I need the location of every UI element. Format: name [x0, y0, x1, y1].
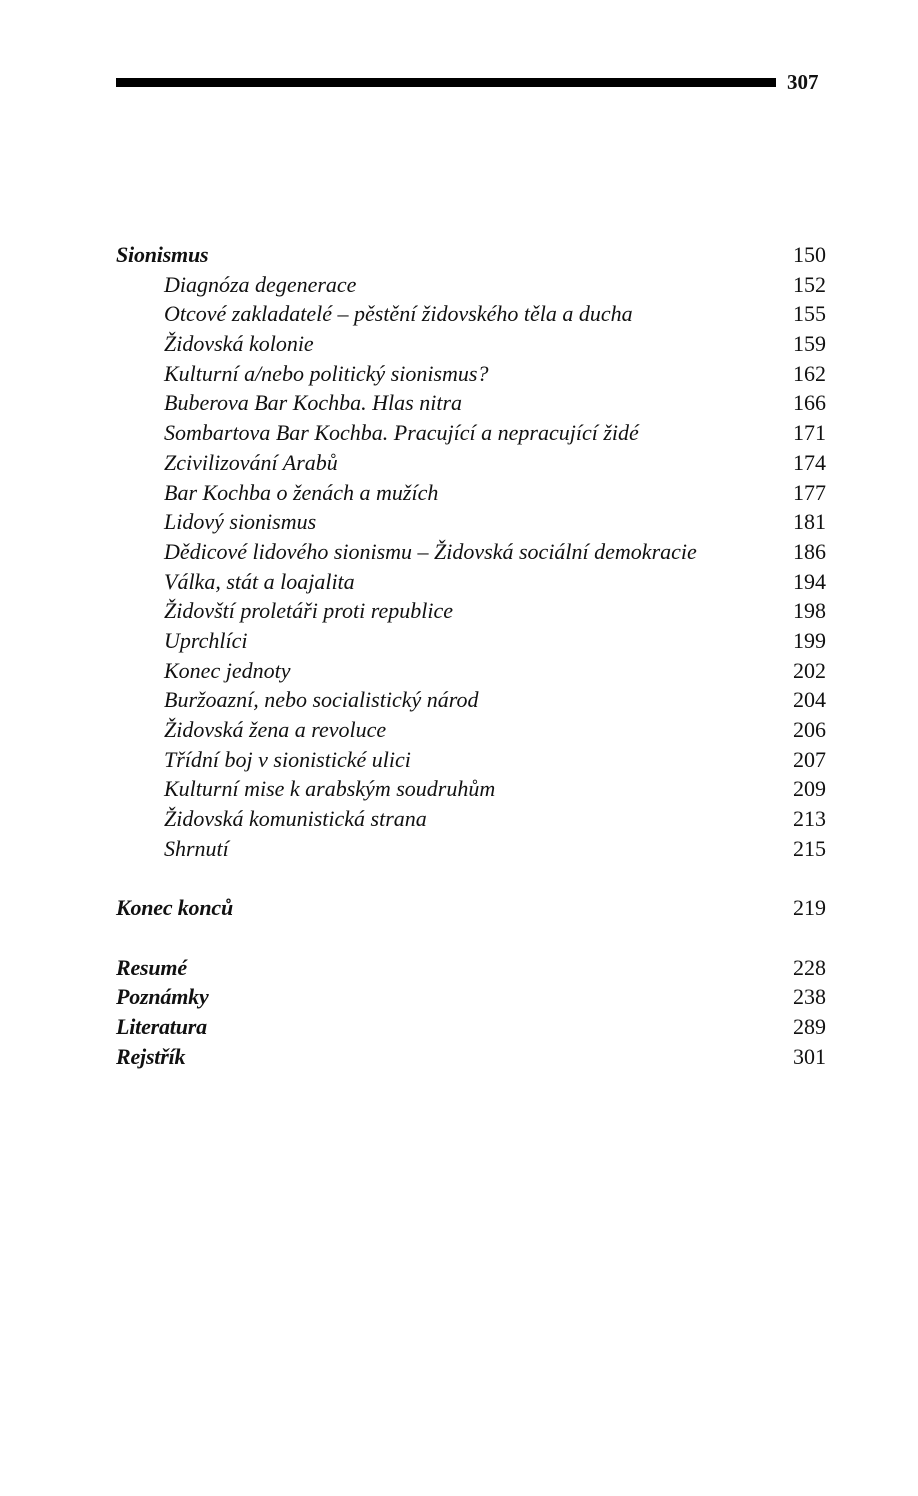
- toc-subentry[interactable]: [116, 448, 826, 478]
- toc-subentry[interactable]: [116, 388, 826, 418]
- toc-entry-title: Konec konců: [116, 895, 233, 921]
- toc-subentry[interactable]: [116, 359, 826, 389]
- section-gap: [116, 923, 826, 953]
- toc-subentry[interactable]: [116, 299, 826, 329]
- toc-subentry-title: Třídní boj v sionistické ulici: [164, 746, 411, 772]
- toc-subentry-title: Bar Kochba o ženách a mužích: [164, 479, 439, 505]
- toc-subentry[interactable]: [116, 715, 826, 745]
- toc-subentry-title: Válka, stát a loajalita: [164, 568, 355, 594]
- toc-subentry[interactable]: [116, 834, 826, 864]
- toc-entry-title: Resumé: [116, 954, 187, 980]
- toc-subentry-title: Lidový sionismus: [164, 509, 317, 535]
- toc-subentry-page: 213: [793, 806, 826, 832]
- toc-subentry[interactable]: [116, 567, 826, 597]
- toc-subentry-title: Buberova Bar Kochba. Hlas nitra: [164, 390, 462, 416]
- toc-subentry-title: Kulturní mise k arabským soudruhům: [164, 776, 496, 802]
- toc-subentry[interactable]: [116, 418, 826, 448]
- toc-subentry-page: 174: [793, 449, 826, 475]
- toc-entry-page: 150: [793, 242, 826, 267]
- toc-entry-resume[interactable]: [116, 953, 826, 983]
- section-gap: [116, 863, 826, 893]
- toc-subentry-page: 171: [793, 420, 826, 446]
- toc-entry-rejstrik[interactable]: [116, 1042, 826, 1072]
- page-number: 307: [787, 70, 819, 94]
- toc-entry-title: Rejstřík: [116, 1043, 186, 1069]
- toc-subentry-title: Uprchlíci: [164, 627, 248, 653]
- toc-subentry-title: Židovská komunistická strana: [164, 806, 427, 832]
- toc-subentry-title: Kulturní a/nebo politický sionismus?: [164, 360, 489, 386]
- toc-subentry-page: 181: [793, 509, 826, 535]
- toc-subentry-title: Konec jednoty: [164, 657, 291, 683]
- toc-entry-literatura[interactable]: [116, 1012, 826, 1042]
- toc-subentry-page: 166: [793, 390, 826, 416]
- toc-subentry-page: 159: [793, 331, 826, 357]
- toc-subentry[interactable]: [116, 685, 826, 715]
- toc-subentry-page: 194: [793, 568, 826, 594]
- toc-subentry-page: 209: [793, 776, 826, 802]
- toc-subentry-page: 215: [793, 835, 826, 861]
- toc-subentry-title: Sombartova Bar Kochba. Pracující a nepracující židé: [164, 420, 639, 446]
- toc-subentry[interactable]: [116, 774, 826, 804]
- toc-subentry-title: Židovská žena a revoluce: [164, 717, 387, 742]
- toc-subentry-title: Diagnóza degenerace: [164, 271, 357, 297]
- toc-subentry-title: Otcové zakladatelé – pěstění židovského těla a ducha: [164, 301, 633, 327]
- toc-entry-page: 301: [793, 1043, 826, 1069]
- toc-entry-title: Sionismus: [116, 242, 209, 267]
- toc-entry-page: 238: [793, 984, 826, 1010]
- toc-subentry[interactable]: [116, 626, 826, 656]
- toc-entry-title: Literatura: [116, 1013, 207, 1039]
- toc-subentry-page: 162: [793, 360, 826, 386]
- toc-subentry-page: 207: [793, 746, 826, 772]
- toc-entry-page: 219: [793, 895, 826, 921]
- header-rule: [116, 78, 776, 87]
- toc-subentry[interactable]: [116, 270, 826, 300]
- toc-subentry-title: Židovská kolonie: [164, 331, 314, 357]
- toc-subentry[interactable]: [116, 745, 826, 775]
- toc-subentry[interactable]: [116, 537, 826, 567]
- toc-subentry-page: 177: [793, 479, 826, 505]
- toc-subentry[interactable]: [116, 478, 826, 508]
- toc-subentry-title: Zcivilizování Arabů: [164, 449, 338, 475]
- toc-entry-page: 228: [793, 954, 826, 980]
- toc-subentry[interactable]: [116, 804, 826, 834]
- toc-subentry-title: Židovští proletáři proti republice: [164, 598, 454, 624]
- toc-subentry-page: 206: [793, 717, 826, 742]
- toc-subentry-page: 204: [793, 687, 826, 713]
- toc-entry-page: 289: [793, 1013, 826, 1039]
- toc-subentry[interactable]: [116, 596, 826, 626]
- toc-subentry-page: 155: [793, 301, 826, 327]
- toc-subentry-page: 199: [793, 627, 826, 653]
- toc-subentry-title: Shrnutí: [164, 835, 229, 861]
- toc-entry-title: Poznámky: [116, 984, 209, 1010]
- toc-subentry-page: 202: [793, 657, 826, 683]
- toc-subentry-page: 186: [793, 538, 826, 564]
- toc-entry-konec-koncu[interactable]: [116, 893, 826, 923]
- toc-subentry[interactable]: [116, 656, 826, 686]
- toc-subentry[interactable]: [116, 329, 826, 359]
- toc-subentry-page: 198: [793, 598, 826, 624]
- table-of-contents: [116, 240, 826, 1071]
- toc-subentry-title: Buržoazní, nebo socialistický národ: [164, 687, 479, 713]
- toc-entry-poznamky[interactable]: [116, 982, 826, 1012]
- toc-subentry[interactable]: [116, 507, 826, 537]
- toc-subentry-title: Dědicové lidového sionismu – Židovská sociální demokracie: [164, 538, 697, 564]
- toc-subentry-page: 152: [793, 271, 826, 297]
- toc-entry-sionismus[interactable]: [116, 240, 826, 270]
